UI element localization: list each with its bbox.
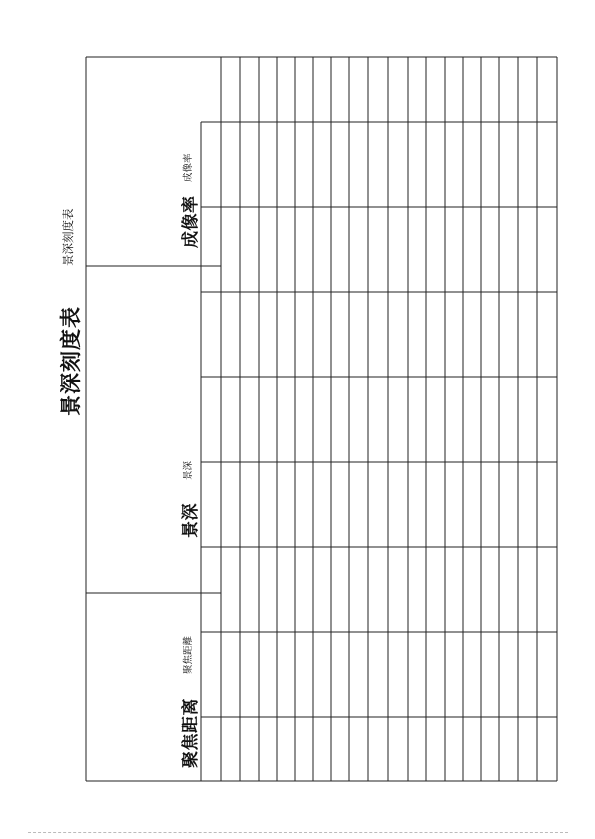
footer-divider — [28, 832, 568, 834]
header-depth-of-field: 景深 — [181, 503, 201, 538]
header-focus-distance: 聚焦距离 — [181, 698, 201, 768]
side-title: 景深刻度表 — [61, 208, 75, 266]
header-magnification: 成像率 — [181, 195, 201, 248]
page-title: 景深刻度表 — [59, 306, 83, 416]
header-depth-of-field-sub: 景深 — [183, 460, 194, 480]
header-magnification-sub: 成像率 — [183, 153, 194, 182]
header-focus-distance-sub: 聚焦距離 — [183, 635, 194, 674]
